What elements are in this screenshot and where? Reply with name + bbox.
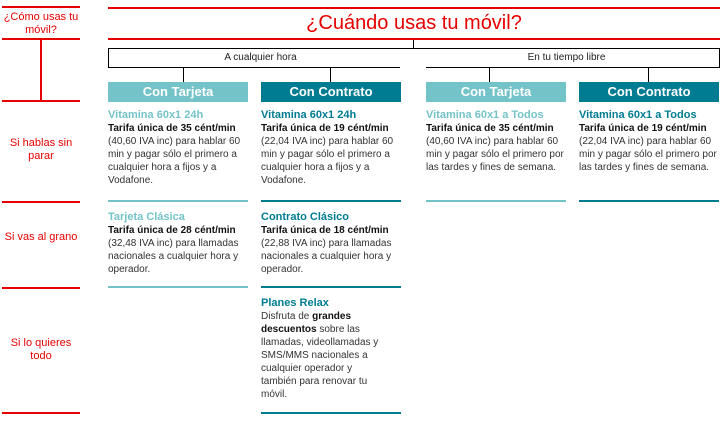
row-separator (108, 286, 248, 288)
branch-bar-right (426, 67, 720, 68)
left-axis-vertical (40, 38, 42, 100)
title-top-rule (108, 7, 720, 9)
row-label-1: Si hablas sin parar (9, 137, 73, 162)
column-header-2: Con Contrato (261, 82, 401, 102)
row-separator (261, 412, 401, 414)
branch-drop-3 (489, 67, 490, 82)
left-top-rule (2, 6, 80, 8)
branch-drop-4 (648, 67, 649, 82)
offer-rate: Tarifa única de 35 cént/min (426, 123, 554, 134)
offer-description: (22,88 IVA inc) para llamadas nacionales a cualquier hora y operador. (261, 238, 392, 275)
question-label: ¿Cómo usas tu móvil? (3, 11, 79, 36)
column-header-3: Con Tarjeta (426, 82, 566, 102)
main-title: ¿Cuándo usas tu móvil? (306, 12, 522, 34)
offer-description: (32,48 IVA inc) para llamadas nacionales a cualquier hora y operador. (108, 238, 239, 275)
offer-rate: Tarifa única de 35 cént/min (108, 123, 236, 134)
offer-title: Vitamina 60x1 a Todos (579, 109, 697, 121)
offer-description: (40,60 IVA inc) para hablar 60 min y pagar sólo el primero a cualquier hora a fijos y a Vodafone. (108, 136, 241, 186)
offer-title: Contrato Clásico (261, 211, 350, 223)
offer-text: sobre las llamadas, videollamadas y SMS/MMS nacionales a cualquier operador y también para renovar tu móvil. (261, 324, 379, 400)
offer-description: (22,04 IVA inc) para hablar 60 min y pagar sólo el primero a cualquier hora a fijos y a Vodafone. (261, 136, 394, 186)
tree-top-bar (108, 48, 720, 49)
offer-cell (426, 108, 568, 174)
offer-title: Tarjeta Clásica (108, 211, 185, 223)
branch-label-free-time: En tu tiempo libre (527, 52, 606, 63)
offer-rate: Tarifa única de 19 cént/min (579, 123, 707, 134)
offer-description: (40,60 IVA inc) para hablar 60 min y pagar sólo el primero por las tardes y fines de semana. (426, 136, 564, 173)
offer-description (261, 310, 387, 401)
left-rule-2 (2, 100, 80, 102)
title-bottom-rule (108, 38, 720, 40)
offer-description: (22,04 IVA inc) para hablar 60 min y pagar sólo el primero por las tardes y fines de semana. (579, 136, 717, 173)
column-header-4: Con Contrato (579, 82, 719, 102)
branch-drop-1 (183, 67, 184, 82)
row-separator (261, 200, 401, 202)
column-header-1: Con Tarjeta (108, 82, 248, 102)
left-rule-4 (2, 287, 80, 289)
branch-bar-left (108, 67, 400, 68)
offer-intro: Disfruta de (261, 311, 310, 322)
branch-drop-2 (330, 67, 331, 82)
offer-highlight: grandes descuentos (261, 311, 352, 335)
offer-title: Vitamina 60x1 24h (108, 109, 204, 121)
offer-rate: Tarifa única de 19 cént/min (261, 123, 389, 134)
offer-cell (261, 210, 403, 276)
row-separator (108, 200, 248, 202)
row-label-2: Si vas al grano (4, 231, 78, 243)
offer-title: Vitamina 60x1 a Todos (426, 109, 544, 121)
row-label-3: Si lo quieres todo (10, 337, 72, 362)
row-separator (579, 200, 719, 202)
left-rule-3 (2, 201, 80, 203)
row-separator (426, 200, 566, 202)
offer-cell (108, 210, 250, 276)
row-separator (261, 286, 401, 288)
offer-rate: Tarifa única de 28 cént/min (108, 225, 236, 236)
offer-cell (579, 108, 719, 174)
offer-cell (261, 108, 403, 187)
offer-cell (108, 108, 250, 187)
offer-title: Vitamina 60x1 24h (261, 109, 357, 121)
offer-title: Planes Relax (261, 297, 329, 309)
branch-label-any-time: A cualquier hora (224, 52, 297, 63)
left-rule-5 (2, 412, 80, 414)
offer-rate: Tarifa única de 18 cént/min (261, 225, 389, 236)
offer-cell (261, 296, 387, 401)
